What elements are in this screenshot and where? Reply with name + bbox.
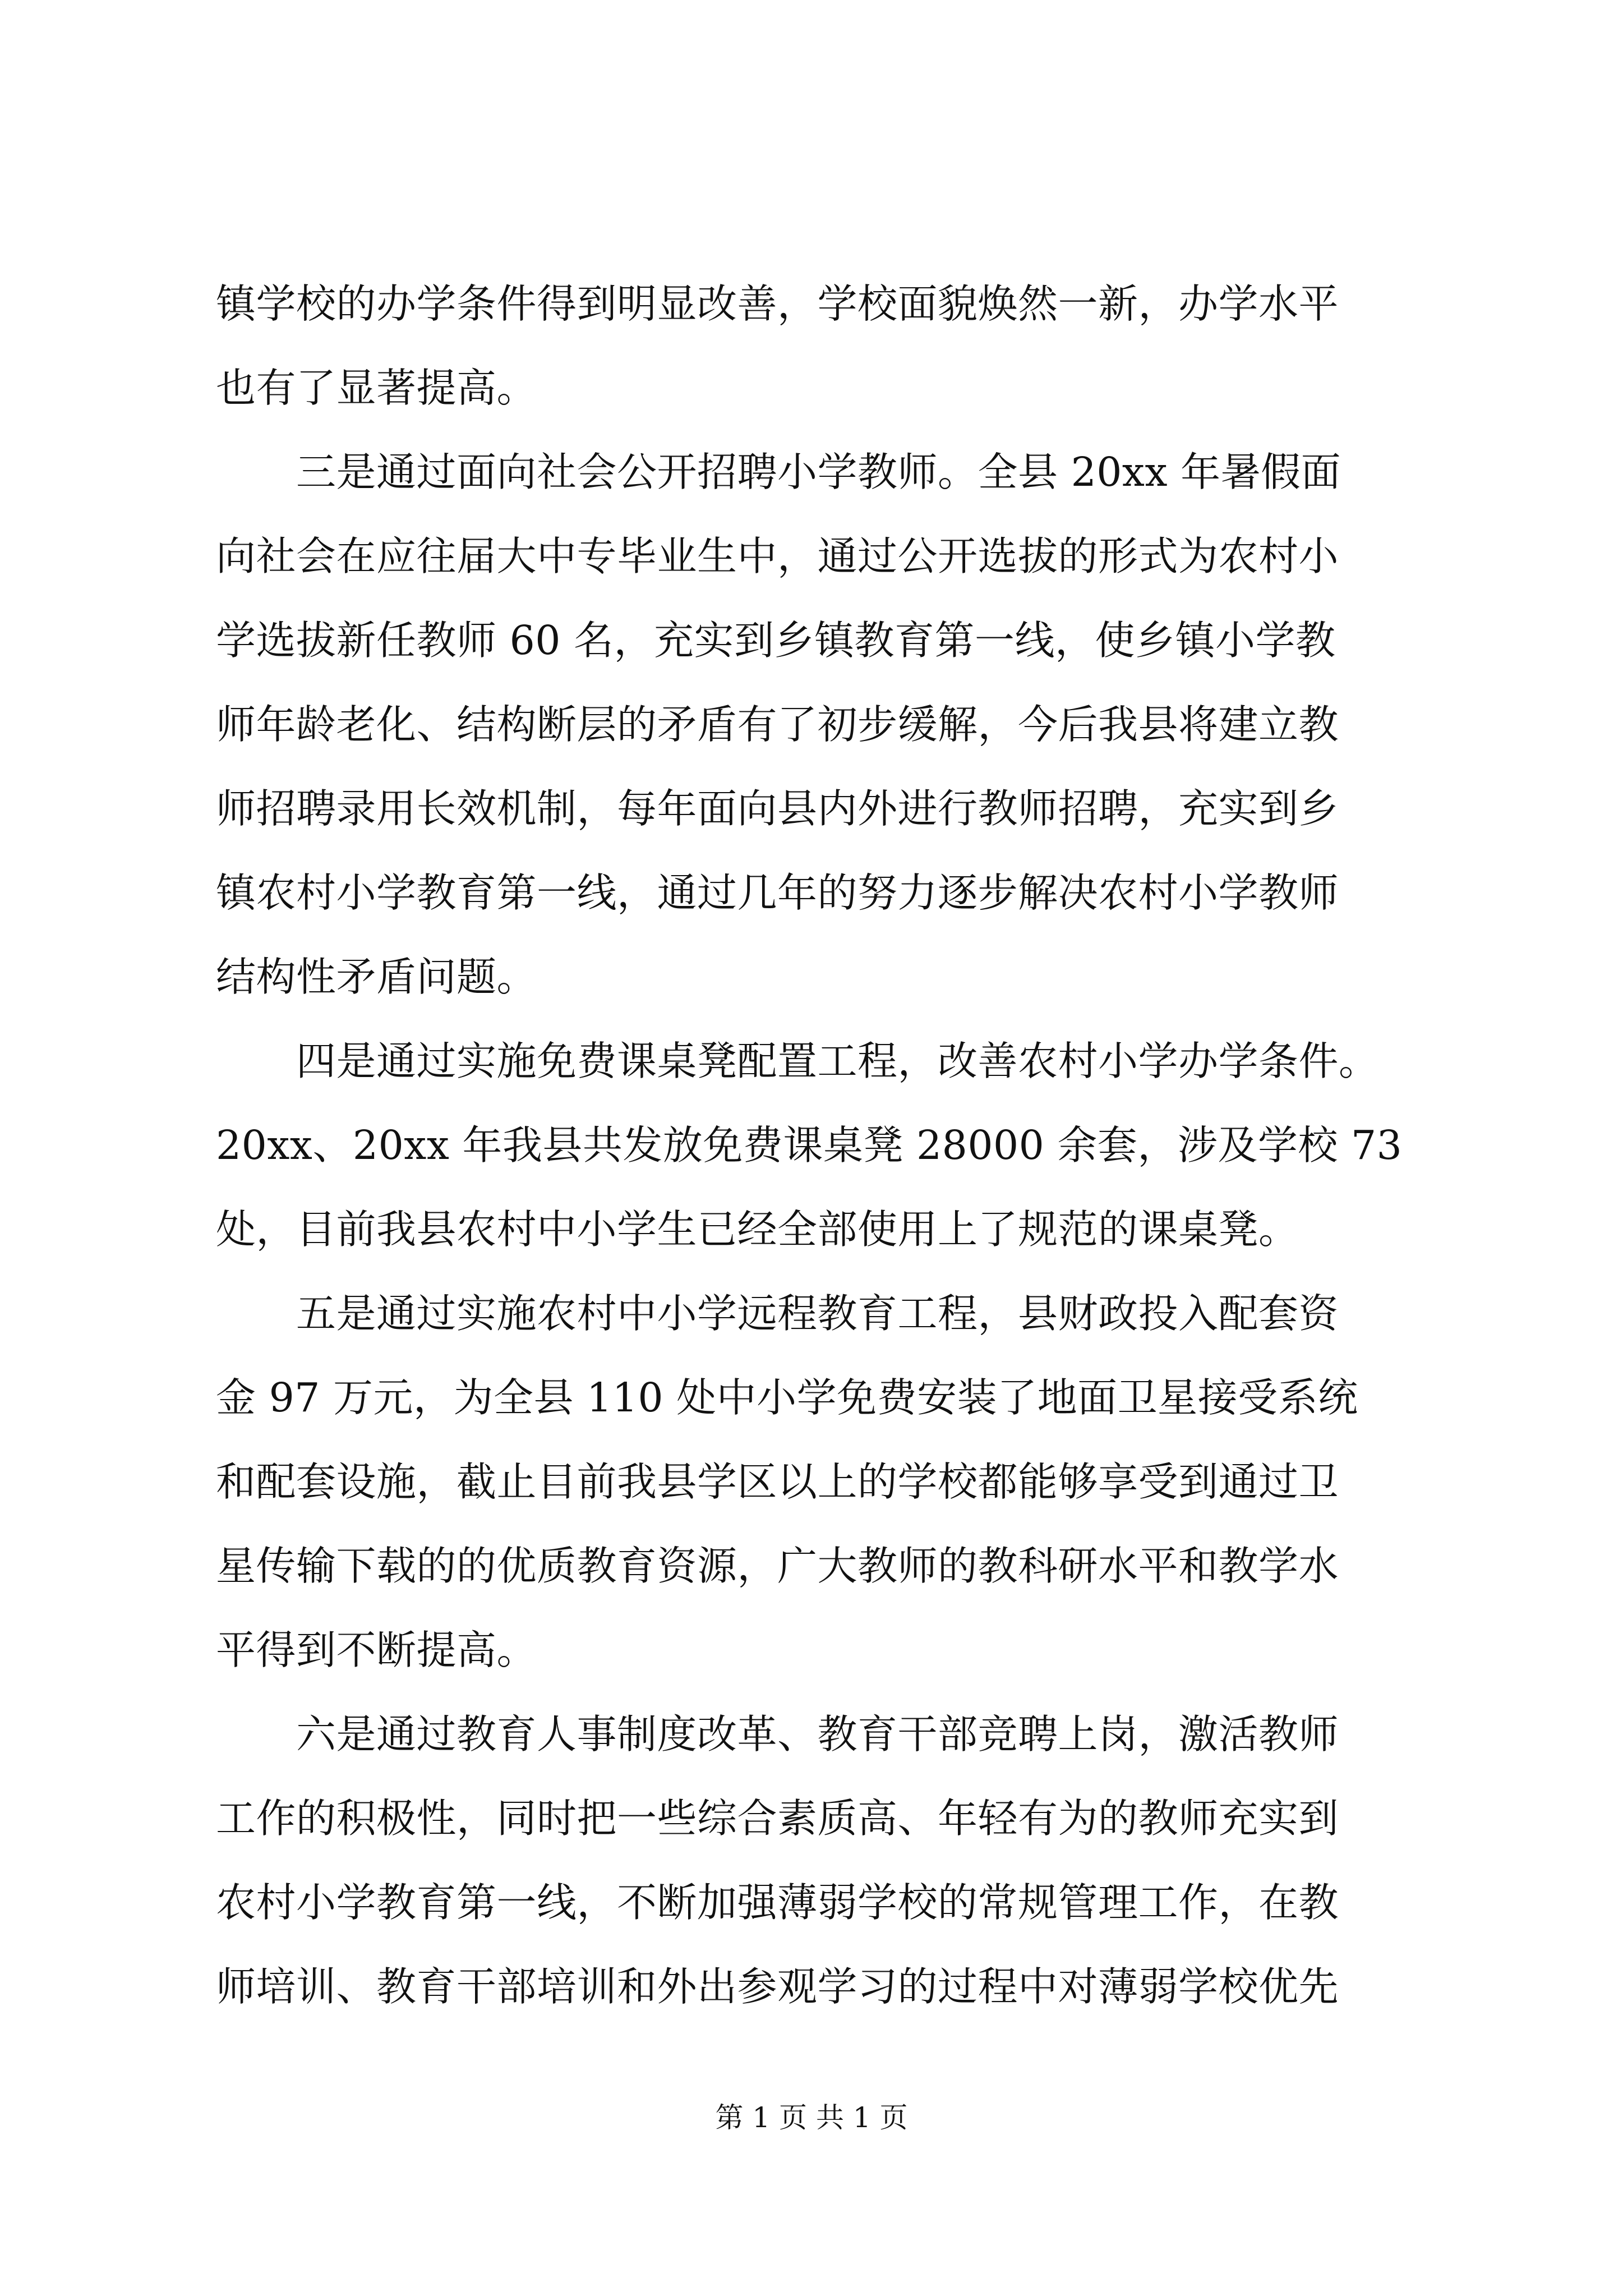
text-line: 工作的积极性，同时把一些综合素质高、年轻有为的教师充实到 bbox=[216, 1795, 1339, 1842]
text-line: 四是通过实施免费课桌凳配置工程，改善农村小学办学条件。 bbox=[216, 1038, 1379, 1084]
body-text bbox=[216, 262, 1408, 2029]
page-number-label: 第 1 页 共 1 页 bbox=[715, 2101, 908, 2134]
text-line: 结构性矛盾问题。 bbox=[216, 954, 537, 1000]
text-line: 星传输下载的的优质教育资源，广大教师的教科研水平和教学水 bbox=[216, 1543, 1339, 1589]
text-line: 师招聘录用长效机制，每年面向县内外进行教师招聘，充实到乡 bbox=[216, 785, 1339, 832]
text-line: 五是通过实施农村中小学远程教育工程，县财政投入配套资 bbox=[216, 1290, 1339, 1337]
text-line: 农村小学教育第一线，不断加强薄弱学校的常规管理工作，在教 bbox=[216, 1879, 1339, 1926]
text-line: 学选拔新任教师 60 名，充实到乡镇教育第一线，使乡镇小学教 bbox=[216, 617, 1336, 664]
text-line: 金 97 万元，为全县 110 处中小学免费安装了地面卫星接受系统 bbox=[216, 1374, 1358, 1421]
text-line: 镇学校的办学条件得到明显改善，学校面貌焕然一新，办学水平 bbox=[216, 280, 1339, 327]
text-line: 和配套设施，截止目前我县学区以上的学校都能够享受到通过卫 bbox=[216, 1458, 1339, 1505]
text-line: 平得到不断提高。 bbox=[216, 1627, 537, 1673]
text-line: 师年龄老化、结构断层的矛盾有了初步缓解，今后我县将建立教 bbox=[216, 701, 1339, 748]
text-line: 也有了显著提高。 bbox=[216, 365, 537, 411]
text-line: 六是通过教育人事制度改革、教育干部竞聘上岗，激活教师 bbox=[216, 1711, 1339, 1757]
text-line: 处，目前我县农村中小学生已经全部使用上了规范的课桌凳。 bbox=[216, 1206, 1299, 1253]
text-line: 镇农村小学教育第一线，通过几年的努力逐步解决农村小学教师 bbox=[216, 869, 1339, 916]
text-line: 三是通过面向社会公开招聘小学教师。全县 20xx 年暑假面 bbox=[216, 449, 1341, 495]
text-line: 师培训、教育干部培训和外出参观学习的过程中对薄弱学校优先 bbox=[216, 1963, 1339, 2010]
text-line: 向社会在应往届大中专毕业生中，通过公开选拔的形式为农村小 bbox=[216, 533, 1339, 579]
page-footer bbox=[0, 2095, 1623, 2140]
text-line: 20xx、20xx 年我县共发放免费课桌凳 28000 余套，涉及学校 73 bbox=[216, 1122, 1403, 1168]
